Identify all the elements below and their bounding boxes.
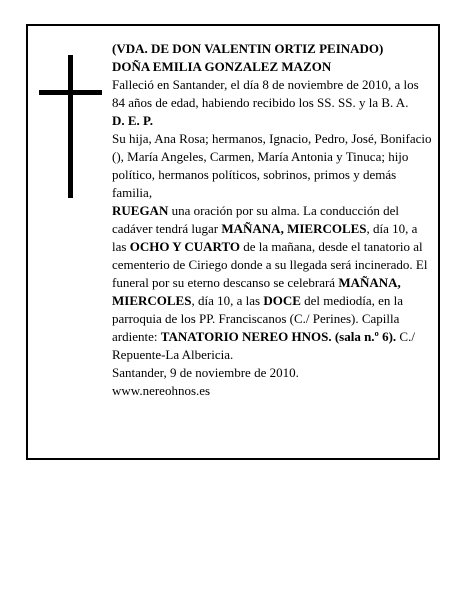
obituary-card — [26, 24, 440, 460]
service-text-1: una oración por su alma. La conducción del cadáver tendrá lugar — [112, 203, 400, 236]
service-text — [112, 202, 434, 364]
service-bold-4: DOCE — [263, 293, 301, 308]
service-bold-2: OCHO Y CUARTO — [129, 239, 240, 254]
service-text-2: , día 10, a las — [112, 221, 418, 254]
service-text-6: C./ Repuente-La Albericia. — [112, 329, 415, 362]
service-bold-5: TANATORIO NEREO HNOS. (sala n.º 6). — [160, 329, 397, 344]
service-text-4: , día 10, a las — [191, 293, 264, 308]
dep-text: D. E. P. — [112, 113, 154, 128]
place-date: Santander, 9 de noviembre de 2010. — [112, 365, 299, 380]
service-bold-3: MAÑANA, MIERCOLES — [112, 275, 401, 308]
latin-cross-icon — [68, 55, 73, 198]
heading: (VDA. DE DON VALENTIN ORTIZ PEINADO) — [112, 41, 384, 56]
service-text-3: de la mañana, desde el tanatorio al cementerio de Ciriego donde a su llegada será incinerado. El funeral por su eterno descanso se celebrará — [112, 239, 428, 290]
death-text: Falleció en Santander, el día 8 de noviembre de 2010, a los 84 años de edad, habiendo recibido los SS. SS. y la B. A. — [112, 77, 419, 110]
deceased-name: DOÑA EMILIA GONZALEZ MAZON — [112, 59, 332, 74]
service-bold-1: MAÑANA, MIERCOLES — [221, 221, 367, 236]
obituary-text — [112, 40, 434, 400]
ruegan-text: RUEGAN — [112, 203, 169, 218]
website-link[interactable]: www.nereohnos.es — [112, 383, 211, 398]
service-text-5: del mediodía, en la parroquia de los PP. Franciscanos (C./ Perines). Capilla ardiente: — [112, 293, 404, 344]
latin-cross-icon-bar — [39, 90, 102, 95]
family-text: Su hija, Ana Rosa; hermanos, Ignacio, Pedro, José, Bonifacio (), María Angeles, Carmen, María Antonia y Tinuca; hijo político, hermanos políticos, sobrinos, primos y demás familia, — [112, 131, 432, 200]
